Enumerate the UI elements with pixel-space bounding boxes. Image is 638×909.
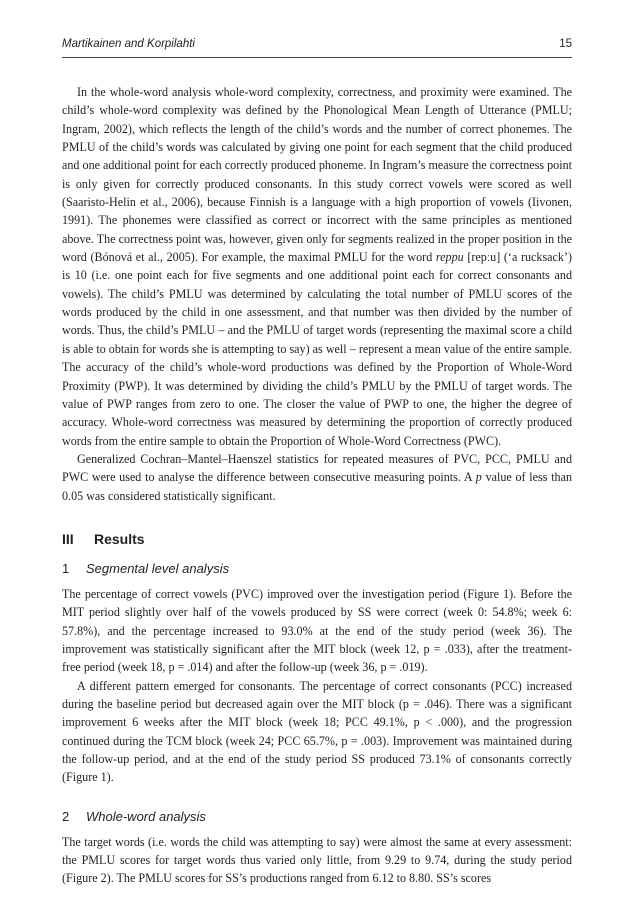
subsection-number: 1: [62, 560, 70, 576]
subsection-heading-segmental: [62, 561, 572, 579]
intro-text-2: [repːu] (‘a rucksack’) is 10 (i.e. one point each for five segments and one additional point each for correct consonants and vowels). The child’s PMLU was determined by calculating the total number of PMLU scores of the words produced by the child in one assessment, and that number was then divided by the number of words. Thus, the child’s PMLU – and the PMLU of target words (representing the maximal score a child is able to obtain for words she is attempting to say) as well – represent a mean value of the entire sample. The accuracy of the child’s whole-word productions was defined by the Proportion of Whole-Word Proximity (PWP). It was determined by dividing the child’s PMLU by the PMLU of target words. The value of PWP ranges from zero to one. The closer the value of PWP to one, the higher the degree of accuracy. Whole-word correctness was measured by determining the proportion of correctly produced words from the entire sample to obtain the Proportion of Whole-Word Correctness (PWC).: [62, 250, 572, 448]
section-title: Results: [94, 530, 145, 547]
subsection-number: 2: [62, 808, 70, 824]
paragraph-whole-word-methods: [62, 83, 572, 450]
page-number: 15: [559, 38, 572, 50]
subsection-title: Segmental level analysis: [86, 560, 230, 576]
p-symbol: p: [475, 470, 482, 485]
subsection-heading-whole-word: [62, 809, 572, 827]
paragraph-whole-word-results: The target words (i.e. words the child was attempting to say) were almost the same at every assessment: the PMLU scores for target words thus varied only little, from 9.29 to 9.74, during the study period (Figure 2). The PMLU scores for SS’s productions ranged from 6.12 to 8.80. SS’s scores: [62, 834, 572, 886]
section-heading-results: [62, 531, 572, 553]
section-number: III: [62, 530, 74, 547]
body-text: [62, 83, 572, 888]
stats-text-2: value of less than 0.05 was considered statistically significant.: [62, 470, 573, 503]
running-head-authors: Martikainen and Korpilahti: [62, 38, 195, 50]
stats-text-1: Generalized Cochran–Mantel–Haenszel statistics for repeated measures of PVC, PCC, PMLU and PWC were used to analyse the difference between consecutive measuring points. A: [62, 451, 572, 485]
running-head: [62, 38, 572, 54]
subsection-title: Whole-word analysis: [86, 808, 206, 824]
example-word: reppu: [435, 250, 464, 265]
intro-text-1: In the whole-word analysis whole-word complexity, correctness, and proximity were examined. The child’s whole-word complexity was defined by the Phonological Mean Length of Utterance (PMLU; Ingram, 2002), which reflects the length of the child’s words and the number of correct phonemes. The PMLU of the child’s words was calculated by giving one point for each segment that the child produced and one additional point for each correctly produced phoneme. In Ingram’s measure the correctness point is only given for correctly produced consonants. In this study correct vowels were scored as well (Saaristo-Helin et al., 2006), because Finnish is a language with a high proportion of vowels (Iivonen, 1991). The phonemes were classified as correct or incorrect with the same principles as mentioned above. The correctness point was, however, given only for segments realized in the proper position in the word (Bónová et al., 2005). For example, the maximal PMLU for the word: [62, 85, 572, 265]
paragraph-pvc: The percentage of correct vowels (PVC) improved over the investigation period (Figure 1). Before the MIT period slightly over half of the vowels produced by SS were correct (week 0: 54.8%; week 6: 57.8%), and the percentage increased to 93.0% at the end of the study period (week 36). The improvement was statistically significant after the MIT block (week 12, p = .033), after the treatment-free period (week 18, p = .014) and after the follow-up (week 36, p = .019).: [62, 586, 572, 675]
paragraph-statistics: [62, 450, 572, 505]
paragraph-pcc: A different pattern emerged for consonants. The percentage of correct consonants (PCC) increased during the baseline period but decreased again over the MIT block (p = .046). There was a significant improvement 6 weeks after the MIT block (week 18; PCC 49.1%, p < .000), and the progression continued during the TCM block (week 24; PCC 65.7%, p = .003). Improvement was maintained during the follow-up period, and at the end of the study period SS produced 73.1% of consonants correctly (Figure 1).: [62, 678, 572, 785]
header-rule: [62, 57, 572, 58]
